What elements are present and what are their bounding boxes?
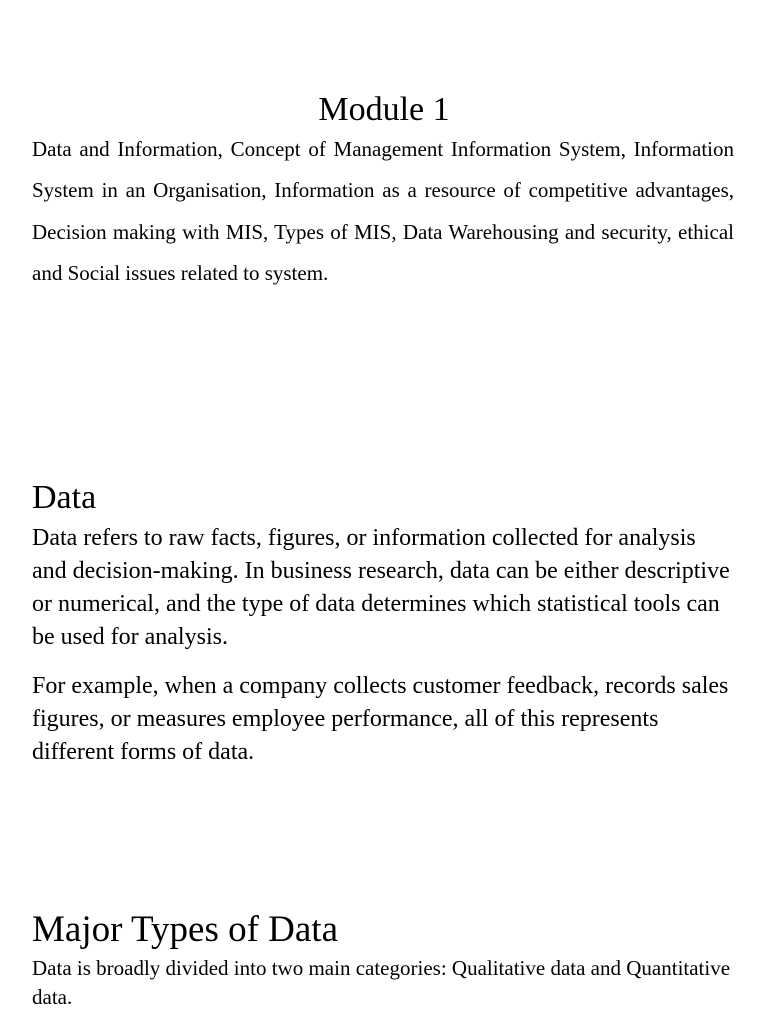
- data-heading: Data: [32, 479, 97, 516]
- module-title: Module 1: [318, 91, 450, 128]
- major-types-paragraph: Data is broadly divided into two main categories: Qualitative data and Quantitative data.: [32, 956, 731, 1009]
- data-example-paragraph: For example, when a company collects customer feedback, records sales figures, or measures employee performance, all of this represents different forms of data.: [32, 673, 729, 765]
- data-definition-paragraph: Data refers to raw facts, figures, or information collected for analysis and decision-making. In business research, data can be either descriptive or numerical, and the type of data determines which statistical tools can be used for analysis.: [32, 525, 730, 650]
- module-syllabus-text: Data and Information, Concept of Management Information System, Information System in an Organisation, Information as a resource of competitive advantages, Decision making with MIS, Types of MIS, Data Warehousing and security, ethical and Social issues related to system.: [32, 137, 734, 285]
- major-types-heading: Major Types of Data: [32, 909, 339, 950]
